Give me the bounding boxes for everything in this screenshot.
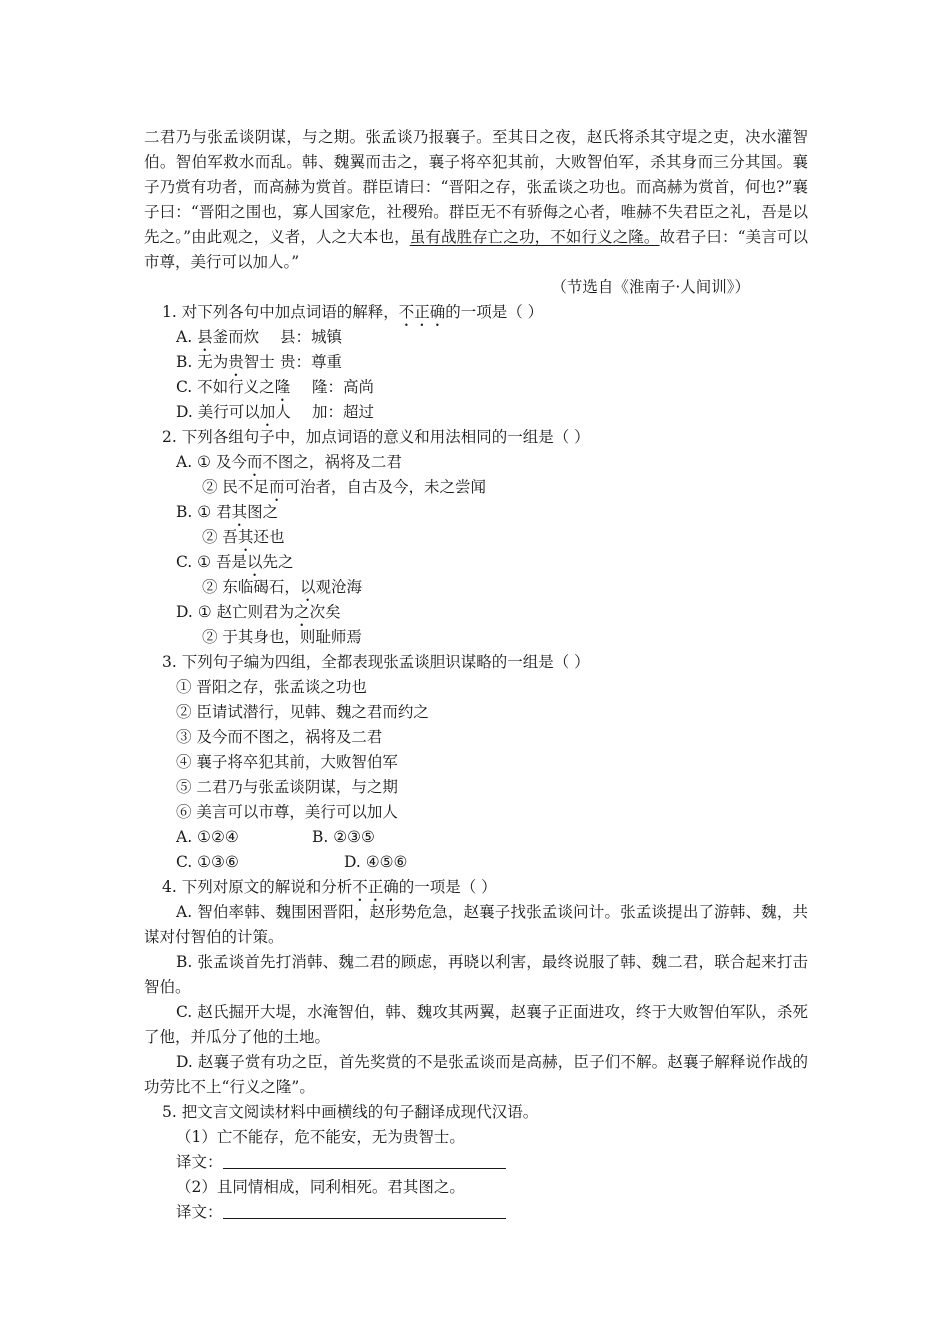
q1-option-b: B. 无为贵智士 贵：尊重 bbox=[176, 353, 343, 371]
q3-item: ④ 襄子将卒犯其前，大败智伯军 bbox=[176, 753, 398, 771]
q5-answer-blank-1[interactable] bbox=[223, 1150, 506, 1169]
q3-choice-b: B. ②③⑤ bbox=[312, 828, 375, 846]
q4-option-b: B. 张孟谈首先打消韩、魏二君的顾虑，再晓以利害，最终说服了韩、魏二君，联合起来打击智伯。 bbox=[144, 953, 808, 996]
q3-item: ⑤ 二君乃与张孟谈阴谋，与之期 bbox=[176, 778, 398, 796]
passage-text bbox=[144, 125, 808, 275]
q4-option-d: D. 赵襄子赏有功之臣，首先奖赏的不是张孟谈而是高赫，臣子们不解。赵襄子解释说作战的功劳比不上“行义之隆”。 bbox=[144, 1053, 808, 1096]
q1-option-c: C. 不如行义之隆 隆：高尚 bbox=[176, 378, 375, 396]
q4-stem: 4. 下列对原文的解说和分析不正确的一项是（ ） bbox=[162, 878, 497, 896]
passage-body: 二君乃与张孟谈阴谋，与之期。张孟谈乃报襄子。至其日之夜，赵氏将杀其守堤之吏，决水灌智伯。智伯军救水而乱。韩、魏翼而击之，襄子将卒犯其前，大败智伯军，杀其身而三分其国。襄子乃赏有功者，而高赫为赏首。群臣请曰：“晋阳之存，张孟谈之功也。而高赫为赏首，何也?”襄子曰：“晋阳之围也，寡人国家危，社稷殆。群臣无不有骄侮之心者，唯赫不失君臣之礼，吾是以先之。”由此观之，义者，人之大本也， bbox=[144, 128, 808, 246]
q1-stem: 1. 对下列各句中加点词语的解释，不正确的一项是（ ） bbox=[162, 303, 544, 321]
q5-answer-label-2: 译文： bbox=[176, 1203, 223, 1221]
q2-stem: 2. 下列各组句子中，加点词语的意义和用法相同的一组是（ ） bbox=[162, 428, 590, 446]
q1-option-d: D. 美行可以加人 加：超过 bbox=[176, 403, 375, 421]
q3-choices-row-1 bbox=[144, 825, 808, 850]
q3-item: ① 晋阳之存，张孟谈之功也 bbox=[176, 678, 367, 696]
passage-underlined-sentence: 虽有战胜存亡之功，不如行义之隆。 bbox=[409, 228, 660, 246]
q3-item: ③ 及今而不图之，祸将及二君 bbox=[176, 728, 383, 746]
q3-choices-row-2 bbox=[144, 850, 808, 875]
q2-group-d-1: D. ① 赵亡则君为之次矣 bbox=[176, 603, 341, 621]
q2-group-a-1: A. ① 及今而不图之，祸将及二君 bbox=[176, 453, 402, 471]
q2-group-d-2: ② 于其身也，则耻师焉 bbox=[202, 628, 362, 646]
q3-choice-a: A. ①②④ bbox=[176, 828, 239, 846]
q3-choice-d: D. ④⑤⑥ bbox=[344, 853, 408, 871]
q1-emphasis: 不正确 bbox=[398, 303, 446, 321]
q5-answer-row-1 bbox=[144, 1150, 808, 1175]
q2-group-c-2: ② 东临碣石，以观沧海 bbox=[202, 578, 362, 596]
q5-sentence-1: （1）亡不能存，危不能安，无为贵智士。 bbox=[176, 1128, 465, 1146]
q2-group-c-1: C. ① 吾是以先之 bbox=[176, 553, 294, 571]
q3-item: ② 臣请试潜行，见韩、魏之君而约之 bbox=[176, 703, 429, 721]
q5-stem: 5. 把文言文阅读材料中画横线的句子翻译成现代汉语。 bbox=[162, 1103, 539, 1121]
q5-answer-row-2 bbox=[144, 1200, 808, 1225]
passage-tail: 故君子曰：“美言可以市尊，美行可以加人。” bbox=[144, 228, 808, 271]
q4-option-a: A. 智伯率韩、魏围困晋阳，赵形势危急，赵襄子找张孟谈问计。张孟谈提出了游韩、魏，共谋对付智伯的计策。 bbox=[144, 903, 808, 946]
q4-emphasis: 不正确 bbox=[352, 878, 399, 896]
q3-item: ⑥ 美言可以市尊，美行可以加人 bbox=[176, 803, 398, 821]
q2-group-b-2: ② 吾其还也 bbox=[202, 528, 285, 546]
q3-stem: 3. 下列句子编为四组，全都表现张孟谈胆识谋略的一组是（ ） bbox=[162, 653, 590, 671]
q1-option-a: A. 县釜而炊 县：城镇 bbox=[176, 328, 343, 346]
q3-choice-c: C. ①③⑥ bbox=[176, 853, 239, 871]
q2-group-a-2: ② 民不足而可治者，自古及今，未之尝闻 bbox=[202, 478, 486, 496]
q5-answer-label-1: 译文： bbox=[176, 1153, 223, 1171]
q5-answer-blank-2[interactable] bbox=[223, 1200, 506, 1219]
worksheet-page bbox=[144, 125, 808, 1225]
q4-option-c: C. 赵氏掘开大堤，水淹智伯，韩、魏攻其两翼，赵襄子正面进攻，终于大败智伯军队，杀死了他，并瓜分了他的土地。 bbox=[144, 1003, 808, 1046]
passage-source: （节选自《淮南子·人间训》） bbox=[551, 278, 750, 296]
q5-sentence-2: （2）且同情相成，同利相死。君其图之。 bbox=[176, 1178, 465, 1196]
q2-group-b-1: B. ① 君其图之 bbox=[176, 503, 279, 521]
